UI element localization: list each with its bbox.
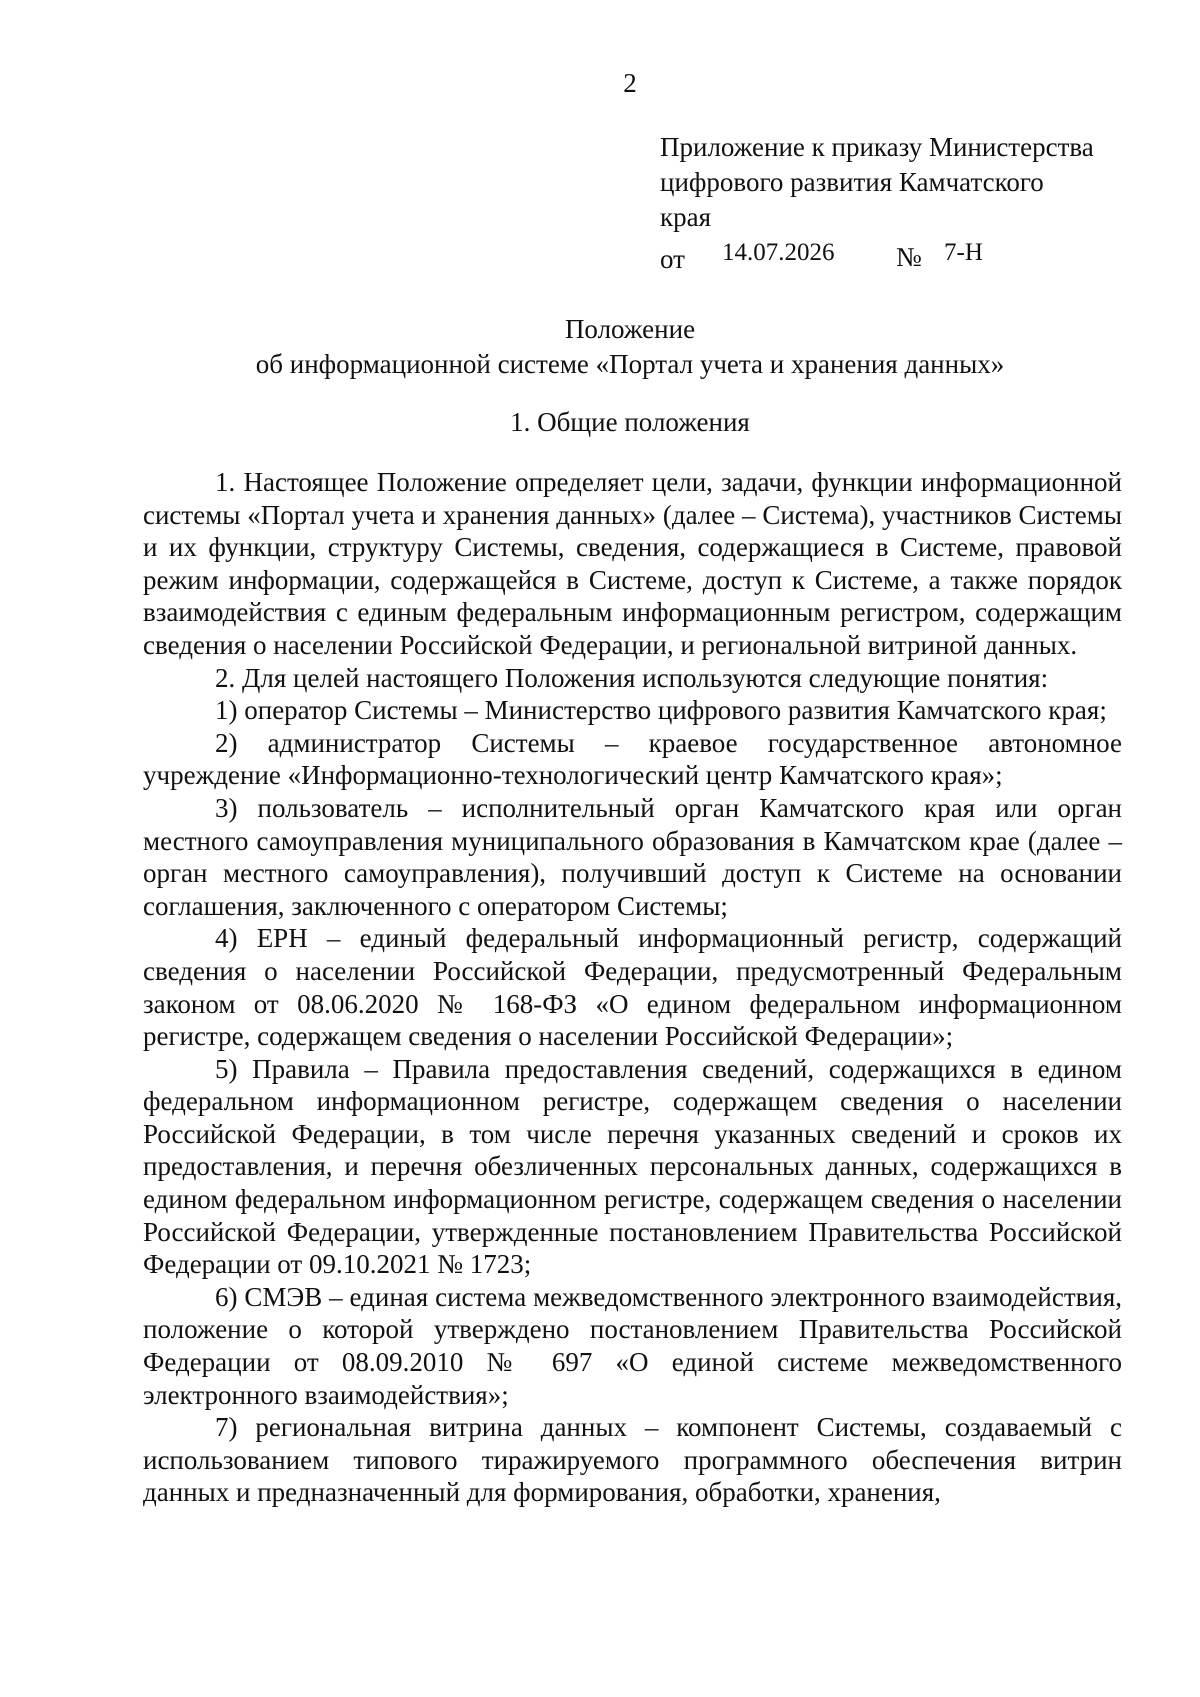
paragraph-2: 2. Для целей настоящего Положения используются следующие понятия: bbox=[215, 662, 1049, 693]
page-number: 2 bbox=[623, 68, 637, 98]
order-date-number-line bbox=[660, 235, 1130, 274]
appendix-line: цифрового развития Камчатского bbox=[660, 167, 1044, 197]
definition-regional-showcase: 7) региональная витрина данных – компонент Системы, создаваемый с использованием типового тиражируемого программного обеспечения витрин данных и предназначенный для формирования, обработки, хранения, bbox=[143, 1412, 1122, 1508]
order-number: 7-Н bbox=[944, 239, 983, 266]
definition-smev: 6) СМЭВ – единая система межведомственного электронного взаимодействия, положение о которой утверждено постановлением Правительства Российской Федерации от 08.09.2010 № 697 «О единой системе межведомственного электронного взаимодействия»; bbox=[143, 1281, 1122, 1410]
document-title-line-2: об информационной системе «Портал учета и хранения данных» bbox=[255, 349, 1005, 379]
appendix-line: края bbox=[660, 202, 712, 232]
order-date: 14.07.2026 bbox=[722, 239, 835, 266]
appendix-block bbox=[660, 130, 1130, 274]
from-label: от bbox=[660, 244, 685, 274]
document-title bbox=[140, 312, 1120, 382]
definition-administrator: 2) администратор Системы – краевое государственное автономное учреждение «Информационно-технологический центр Камчатского края»; bbox=[143, 727, 1122, 791]
paragraph-1: 1. Настоящее Положение определяет цели, задачи, функции информационной системы «Портал учета и хранения данных» (далее – Система), участников Системы и их функции, структуру Системы, сведения, содержащиеся в Системе, правовой режим информации, содержащейся в Системе, доступ к Системе, а также порядок взаимодействия с единым федеральным информационным регистром, содержащим сведения о населении Российской Федерации, и региональной витриной данных. bbox=[143, 467, 1122, 660]
definition-operator: 1) оператор Системы – Министерство цифрового развития Камчатского края; bbox=[215, 695, 1107, 726]
body-text bbox=[143, 466, 1122, 1509]
appendix-line: Приложение к приказу Министерства bbox=[660, 132, 1094, 162]
number-sign: № bbox=[896, 242, 922, 272]
definition-ern: 4) ЕРН – единый федеральный информационный регистр, содержащий сведения о населении Российской Федерации, предусмотренный Федеральным законом от 08.06.2020 № 168-ФЗ «О едином федеральном информационном регистре, содержащем сведения о населении Российской Федерации»; bbox=[143, 923, 1122, 1052]
definition-rules: 5) Правила – Правила предоставления сведений, содержащихся в едином федеральном информационном регистре, содержащем сведения о населении Российской Федерации, в том числе перечня указанных сведений и сроков их предоставления, и перечня обезличенных персональных данных, содержащихся в едином федеральном информационном регистре, содержащем сведения о населении Российской Федерации, утвержденные постановлением Правительства Российской Федерации от 09.10.2021 № 1723; bbox=[143, 1053, 1122, 1280]
definition-user: 3) пользователь – исполнительный орган Камчатского края или орган местного самоуправления муниципального образования в Камчатском крае (далее – орган местного самоуправления), получивший доступ к Системе на основании соглашения, заключенного с оператором Системы; bbox=[143, 792, 1122, 921]
document-title-line-1: Положение bbox=[564, 314, 696, 344]
section-title: 1. Общие положения bbox=[510, 407, 750, 437]
